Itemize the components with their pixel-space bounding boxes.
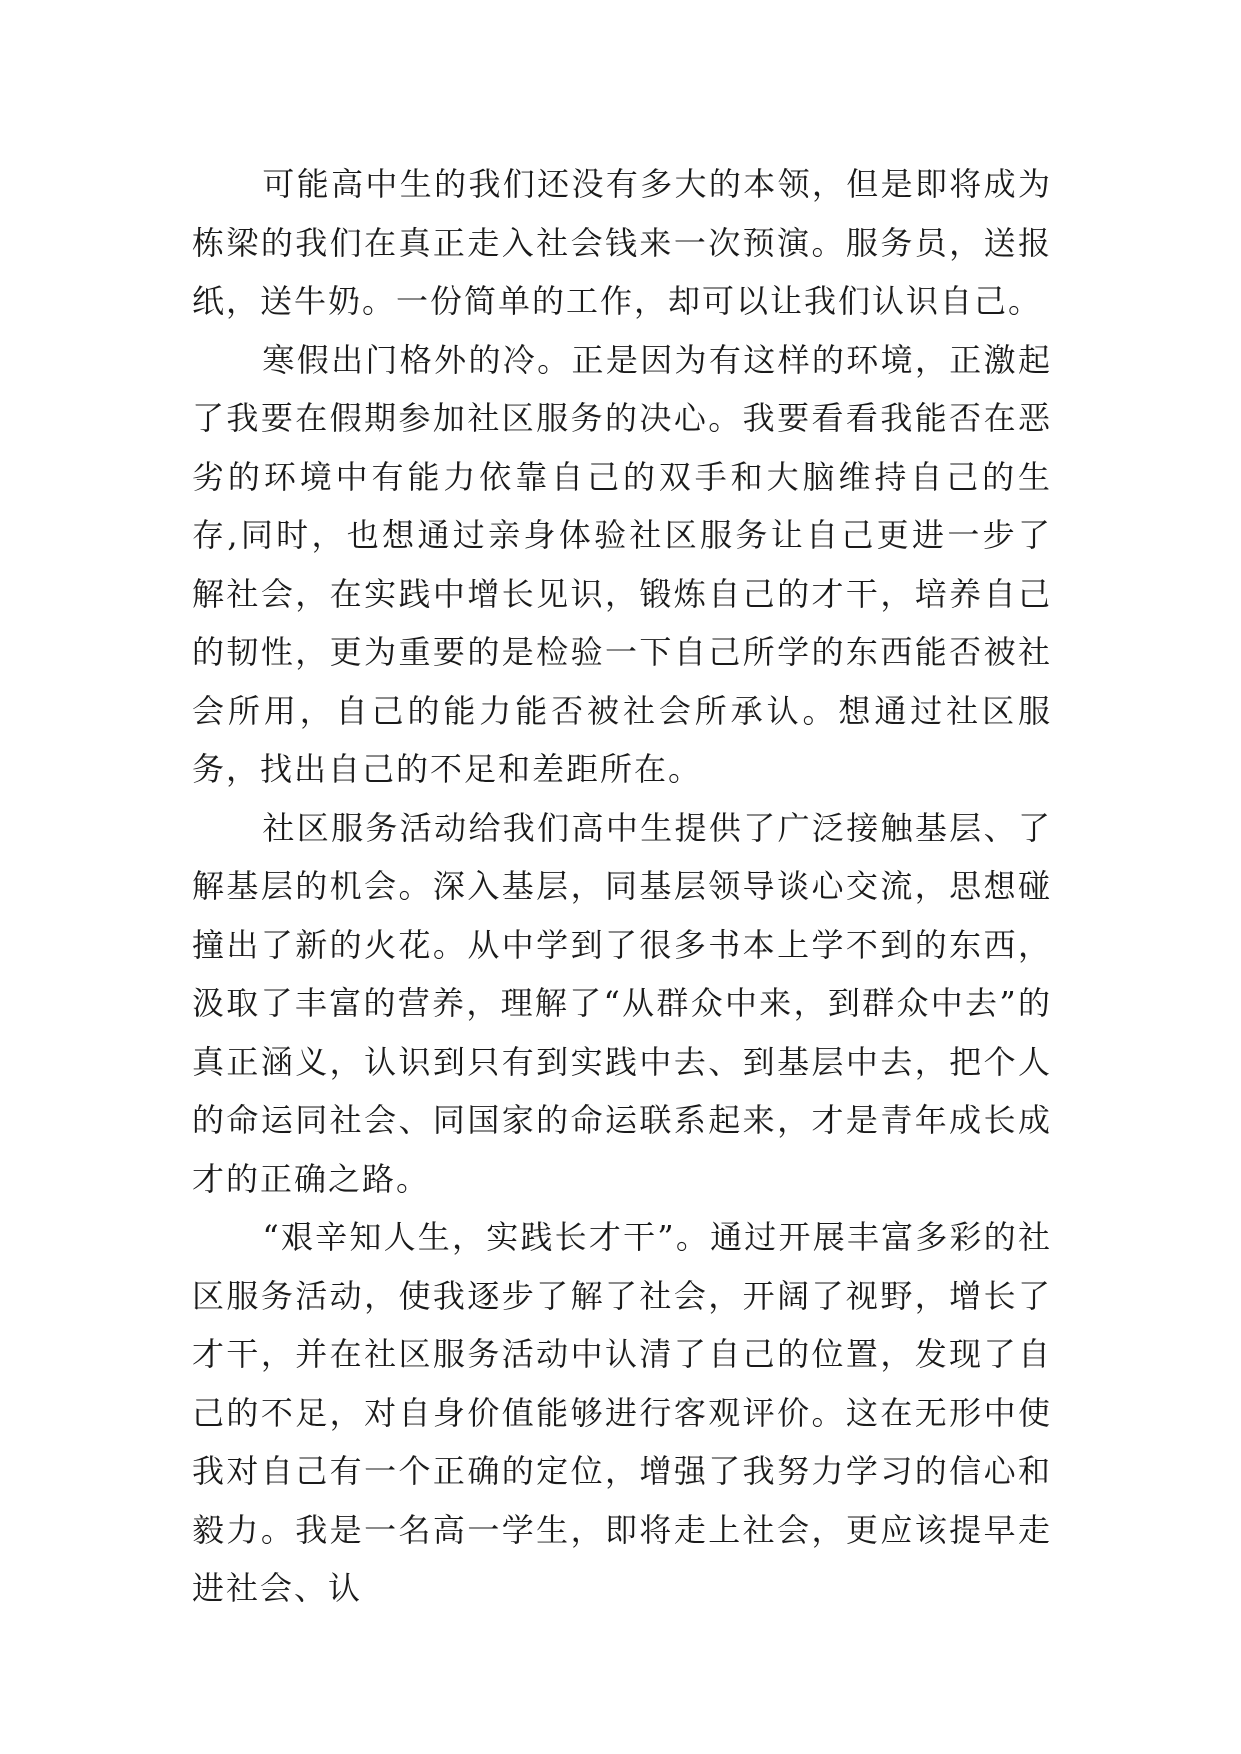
paragraph-1: 可能高中生的我们还没有多大的本领，但是即将成为栋梁的我们在真正走入社会钱来一次预演。服务员，送报纸，送牛奶。一份简单的工作，却可以让我们认识自己。 [192,165,1052,320]
paragraph-3: 社区服务活动给我们高中生提供了广泛接触基层、了解基层的机会。深入基层，同基层领导谈心交流，思想碰撞出了新的火花。从中学到了很多书本上学不到的东西，汲取了丰富的营养，理解了“从群众中来，到群众中去”的真正涵义，认识到只有到实践中去、到基层中去，把个人的命运同社会、同国家的命运联系起来，才是青年成长成才的正确之路。 [192,808,1052,1198]
document-body [192,155,1052,1618]
paragraph-4: “艰辛知人生，实践长才干”。通过开展丰富多彩的社区服务活动，使我逐步了解了社会，开阔了视野，增长了才干，并在社区服务活动中认清了自己的位置，发现了自己的不足，对自身价值能够进行客观评价。这在无形中使我对自己有一个正确的定位，增强了我努力学习的信心和毅力。我是一名高一学生，即将走上社会，更应该提早走进社会、认 [192,1218,1052,1607]
paragraph-2: 寒假出门格外的冷。正是因为有这样的环境，正激起了我要在假期参加社区服务的决心。我要看看我能否在恶劣的环境中有能力依靠自己的双手和大脑维持自己的生存,同时，也想通过亲身体验社区服务让自己更进一步了解社会，在实践中增长见识，锻炼自己的才干，培养自己的韧性，更为重要的是检验一下自己所学的东西能否被社会所用，自己的能力能否被社会所承认。想通过社区服务，找出自己的不足和差距所在。 [192,340,1052,788]
